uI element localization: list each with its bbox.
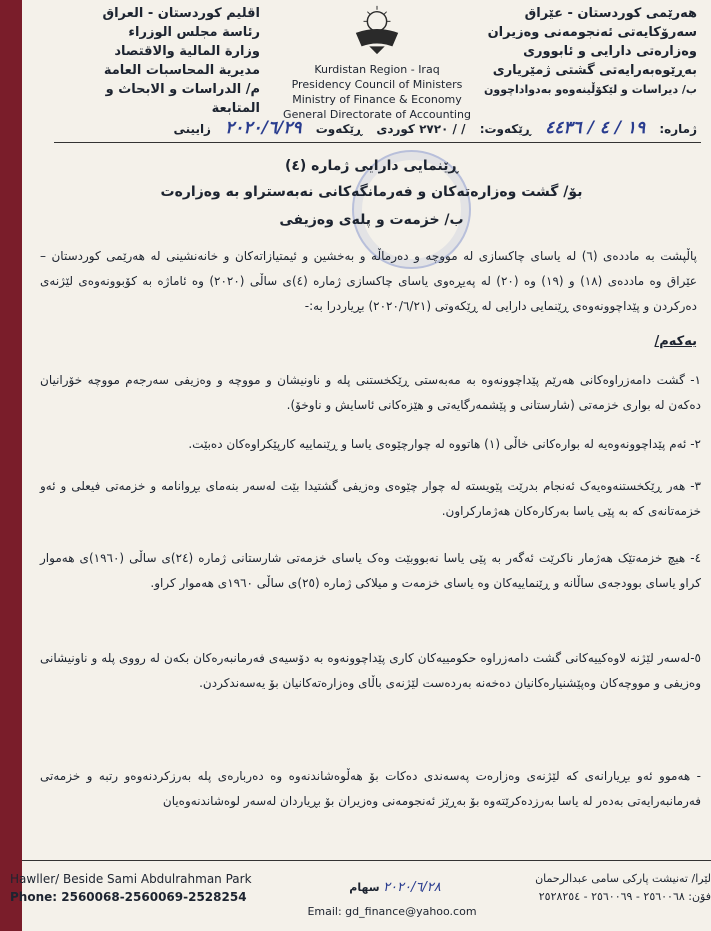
header-divider xyxy=(54,142,701,143)
ref-gregorian-suffix: زایینی xyxy=(173,122,211,136)
list-item: ١- گشت دامەزراوەکانی هەرێم پێداچوونەوە بە مەبەستی ڕێکخستنی پلە و ناونیشان و مووچە و وەزیفی سەرجەم مووچە خۆرانیان دەکەن لە بواری خزمەتی (شارستانی و پێشمەرگایەتی و هێزەکانی ئاسایش و ناوخۆ). xyxy=(40,373,701,412)
header-line: ب/ دیراسات و لێکۆڵینەوەو بەدواداچوون xyxy=(483,83,697,96)
title-line-2: بۆ/ گشت وەزارەتەکان و فەرمانگەکانی نەبەستراو بە وەزارەت xyxy=(160,184,583,200)
phone-en: Phone: 2560068-2560069-2528254 xyxy=(10,890,247,904)
header-line: مديرية المحاسبات العامة xyxy=(103,63,260,78)
english-header xyxy=(272,4,482,122)
footer-center xyxy=(292,880,492,918)
footer-divider xyxy=(22,860,711,861)
ref-gregorian-label: ڕێکەوت xyxy=(315,122,363,136)
handwritten-date: ٢٠٢٠/٦/٢٨ xyxy=(383,880,441,895)
header-line: م/ الدراسات و الابحاث و المتابعة xyxy=(105,82,260,116)
phone-ku: فۆن: ٢٥٦٠٠٦٨ - ٢٥٦٠٠٦٩ - ٢٥٢٨٢٥٤ xyxy=(538,890,711,903)
list-item: ٢- ئەم پێداچوونەوەیە لە بوارەکانی خاڵی (١) هاتووە لە چوارچێوەی یاسا و ڕێنماییە کارپێکراوەکان دەبێت. xyxy=(188,437,701,451)
header-line: رئاسة مجلس الوزراء xyxy=(128,25,260,40)
header-line: Presidency Council of Ministers xyxy=(291,78,463,91)
ref-kurdish-year: / / ٢٧٢٠ کوردی xyxy=(376,122,466,136)
header-line: Kurdistan Region - Iraq xyxy=(314,63,440,76)
ref-gregorian-value: ٢٠٢٠/٦/٢٩ xyxy=(225,118,302,138)
ref-number-value: ١٩ / ٤ / ٤٤٣٦ xyxy=(545,118,646,138)
header-line: وزارة المالية والاقتصاد xyxy=(114,44,260,59)
footer-kurdish xyxy=(535,870,711,906)
address-ku: لێرا/ تەنیشت پارکی سامی عبدالرحمان xyxy=(535,872,711,885)
header-line: وەزارەتی دارایی و ئابووری xyxy=(523,44,697,59)
list-item: ٥-لەسەر لێژنە لاوەکییەکانی گشت دامەزراوە حکومییەکان کاری پێداچوونەوە بە دۆسیەی فەرمانبەرەکان بکەن لە رووی پلە و ناونیشانی وەزیفی و مووچەکان وەپێشنیارەکانیان دەخەنە بەردەست لێژنەی باڵای وەزارەتەکانیان بۆ یەسەندکردن. xyxy=(40,651,701,690)
ref-date-label: ڕێکەوت: xyxy=(479,122,531,136)
kurdish-header xyxy=(484,4,697,99)
intro-paragraph: پاڵپشت بە ماددەی (٦) لە یاسای چاکسازی لە مووچە و دەرماڵە و بەخشین و ئیمتیازاتەکان و خانەنشینی لە هەرێمی کوردستان – عێراق وە ماددەی (١٨) و (١٩) وە (٢٠) لە پەیڕەوی یاسای چاکسازی ژمارە (٤)ی ساڵی (٢٠٢٠) وە ئاماژە بە کۆبوونەوەی لێژنەی دەرکردن و پێداچوونەوەی ڕێنمایی دارایی لە ڕێکەوتی (٢٠٢٠/٦/٢١) بڕیاردرا بە:- xyxy=(40,249,697,313)
header-line: سەرۆکایەتی ئەنجومەنی وەزیران xyxy=(487,25,697,40)
document-page xyxy=(10,0,711,931)
header-line: بەڕێوەبەرایەتی گشتی ژمێریاری xyxy=(492,63,697,78)
arabic-header xyxy=(70,4,260,118)
kurdistan-emblem-icon xyxy=(348,4,406,56)
header-line: اقليم كوردستان - العراق xyxy=(102,6,260,21)
title-line-1: ڕێنمایی دارایی ژمارە (٤) xyxy=(284,158,459,174)
list-item: ٣- هەر ڕێکخستنەوەیەک ئەنجام بدرێت پێویستە لە چوار چێوەی وەزیفی گشتیدا بێت لەسەر بنەمای بڕوانامە و خزمەتی فیعلی و ئەو خزمەتانەی کە بە پێی یاسا بەرکارەکان هەژمارکراون. xyxy=(40,479,701,518)
list-item: - هەموو ئەو بڕیارانەی کە لێژنەی وەزارەت پەسەندی دەکات بۆ هەڵوەشاندنەوە وە دەربارەی پلە بەرزکردنەوەو رتبە و خزمەتی فەرمانبەرایەتی بەدەر لە یاسا بەرزدەکرێتەوە بۆ بەڕێز ئەنجومەنی وەزیران بۆ بڕیاردان لەسەر لوەشاندنەوەیان xyxy=(40,769,701,808)
header-line: Ministry of Finance & Economy xyxy=(292,93,462,106)
address-en: Hawller/ Beside Sami Abdulrahman Park xyxy=(10,872,252,886)
reference-line xyxy=(62,118,697,138)
signer-name: سهام xyxy=(349,881,380,894)
ref-number-label: ژمارە: xyxy=(659,122,697,136)
email-link[interactable]: Email: gd_finance@yahoo.com xyxy=(307,905,477,918)
header-line: General Directorate of Accounting xyxy=(283,108,471,121)
footer-english xyxy=(10,870,252,906)
list-item: ٤- هیچ خزمەتێک هەژمار ناکرێت ئەگەر بە پێی یاسا نەبووبێت وەک یاسای خزمەتی شارستانی ژمارە (٢٤)ی ساڵی (١٩٦٠)ی هەموار کراو یاسای بوودجەی ساڵانە و ڕێنماییەکان وە یاسای خزمەت و میلاکی ژمارە (٢٥)ی ساڵی ١٩٦٠ی هەموار کراو. xyxy=(40,551,702,590)
title-line-3: ب/ خزمەت و پلەی وەزیفی xyxy=(279,212,464,228)
section-heading: یەکەم/ xyxy=(654,334,697,349)
header-line: هەرێمی کوردستان - عێراق xyxy=(524,6,697,21)
